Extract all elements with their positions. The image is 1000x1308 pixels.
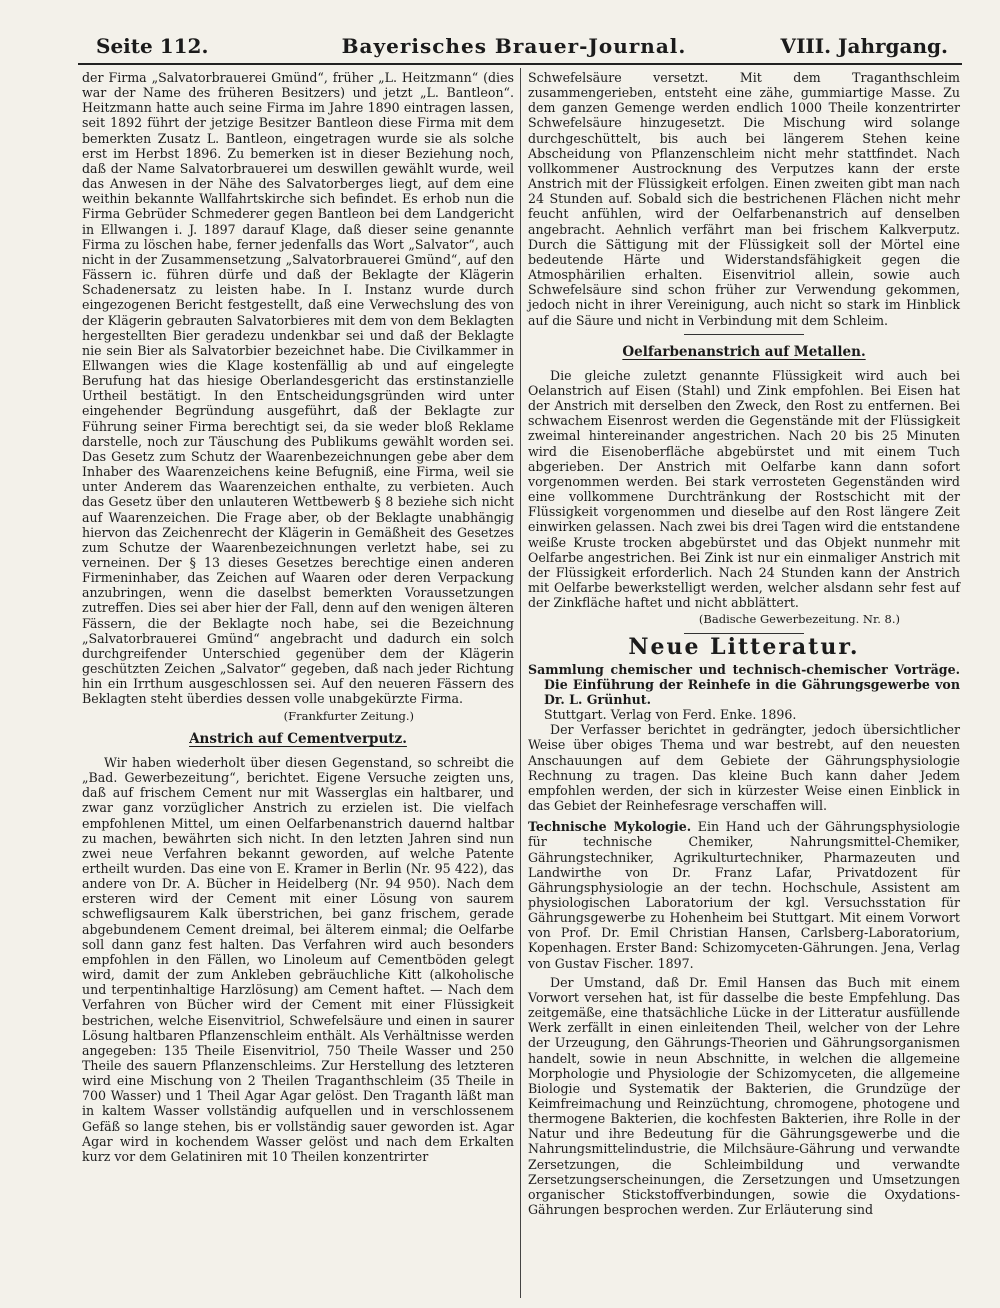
article-cement-text: Wir haben wiederholt über diesen Gegenstand, so schreibt die „Bad. Gewerbezeitung“, berichtet. Eigene Versuche zeigten uns, daß auf frischem Cement nur mit Wasserglas ein haltbarer, und zwar ganz vorzüglicher Anstrich zu erzielen ist. Die vielfach empfohlenen Mittel, um einen Oelfarbenanstrich dauernd haltbar zu machen, bewährten sich nicht. In den letzten Jahren sind nun zwei neue Verfahren bekannt geworden, auf welche Patente ertheilt wurden. Das eine von E. Kramer in Berlin (Nr. 95 422), das andere von Dr. A. Bücher in Heidelberg (Nr. 94 950). Nach dem ersteren wird der Cement mit einer Lösung von saurem schwefligsaurem Kalk überstrichen, bei ganz frischem, gerade abgebundenem Cement dreimal, bei älterem einmal; die Oelfarbe soll dann ganz fest halten. Das Verfahren wird auch besonders empfohlen in den Fällen, wo Linoleum auf Cementböden gelegt wird, damit der zum Ankleben gebräuchliche Kitt (alkoholische und terpentinhaltige Harzlösung) am Cement haftet. — Nach dem Verfahren von Bücher wird der Cement mit einer Flüssigkeit bestrichen, welche Eisenvitriol, Schwefelsäure und einen in saurer Lösung haltbaren Pflanzenschleim enthält. Als Verhältnisse werden angegeben: 135 Theile Eisenvitriol, 750 Theile Wasser und 250 Theile des sauern Pflanzenschleims. Zur Herstellung des letzteren wird eine Mischung von 2 Theilen Traganthschleim (35 Theile in 700 Wasser) und 1 Theil Agar Agar gelöst. Den Traganth läßt man in kaltem Wasser vollständig aufquellen und in verschlossenem Gefäß so lange stehen, bis er vollständig sauer geworden ist. Agar Agar wird in kochendem Wasser gelöst und nach dem Erkalten kurz vor dem Gelatiniren mit 10 Theilen konzentrirter (82, 754, 514, 1164)
article-metal-text: Die gleiche zuletzt genannte Flüssigkeit wird auch bei Oelanstrich auf Eisen (Stahl) und Zink empfohlen. Bei Eisen hat der Anstrich mit derselben den Zweck, den Rost zu entfernen. Bei schwachem Eisenrost werden die Gegenstände mit der Flüssigkeit zweimal hintereinander angestrichen. Nach 20 bis 25 Minuten wird die Eisenoberfläche abgebürstet und mit einem Tuch abgerieben. Der Anstrich mit Oelfarbe kann dann sofort vorgenommen werden. Bei stark verrosteten Gegenständen wird eine vollkommene Durchtränkung der Rostschicht mit der Flüssigkeit vorgenommen und dieselbe auf den Rost längere Zeit einwirken gelassen. Nach zwei bis drei Tagen wird die entstandene weiße Kruste trocken abgebürstet und das Objekt nunmehr mit Oelfarbe angestrichen. Bei Zink ist nur ein einmaliger Anstrich mit der Flüssigkeit erforderlich. Nach 24 Stunden kann der Anstrich mit Oelfarbe bewerkstelligt werden, welcher alsdann sehr fest auf der Zinkfläche haftet und nicht abblättert. (528, 367, 960, 611)
literature-section-title: Neue Litteratur. (628, 634, 860, 661)
section-separator (684, 334, 804, 335)
column-divider (520, 68, 521, 1298)
article-metal-source: (Badische Gewerbezeitung. Nr. 8.) (698, 612, 900, 627)
page-number: Seite 112. (96, 34, 209, 58)
header-rule (78, 63, 962, 65)
article-salvator-source: (Frankfurter Zeitung.) (283, 708, 414, 723)
journal-title: Bayerisches Brauer-Journal. (341, 34, 687, 58)
book2-review: Der Umstand, daß Dr. Emil Hansen das Buch mit einem Vorwort versehen hat, ist für dasselbe die beste Empfehlung. Das zeitgemäße, eine thatsächliche Lücke in der Litteratur ausfüllende Werk zerfällt in einen einleitenden Theil, welcher von der Lehre der Urzeugung, den Gährungs-Theorien und Gährungsorganismen handelt, sowie in neun Abschnitte, in welchen die allgemeine Morphologie und Physiologie der Schizomyceten, die allgemeine Biologie und Systematik der Bakterien, die Grundzüge der Keimfreimachung und Reinzüchtung, chromogene, photogene und thermogene Bakterien, die kochfesten Bakterien, ihre Rolle in der Natur und ihre Bedeutung für die Gährungsgewerbe und die Nahrungsmittelindustrie, die Milchsäure-Gährung und verwandte Zersetzungen, die Schleimbildung und verwandte Zersetzungserscheinungen, die Zersetzungen und Umsetzungen organischer Stickstoffverbindungen, sowie die Oxydations-Gährungen besprochen werden. Zur Erläuterung sind (528, 974, 960, 1218)
book2-description: Ein Hand uch der Gährungsphysiologie für technische Chemiker, Nahrungsmittel-Chemiker, Gährungstechniker, Agrikulturtechniker, Pharmazeuten und Landwirthe von Dr. Franz Lafar, Privatdozent für Gährungsphysiologie an der techn. Hochschule, Assistent am physiologischen Laboratorium der kgl. Versuchsstation für Gährungsgewerbe zu Hohenheim bei Stuttgart. Mit einem Vorwort von Prof. Dr. Emil Christian Hansen, Carlsberg-Laboratorium, Kopenhagen. Erster Band: Schizomyceten-Gährungen. Jena, Verlag von Gustav Fischer. 1897. (528, 819, 960, 971)
article-metal-title: Oelfarbenanstrich auf Metallen. (622, 343, 866, 360)
left-column (82, 70, 514, 1164)
article-cement-title: Anstrich auf Cementverputz. (189, 730, 407, 747)
article-salvator-text: der Firma „Salvatorbrauerei Gmünd“, früher „L. Heitzmann“ (dies war der Name des früheren Besitzers) und jetzt „L. Bantleon“. Heitzmann hatte auch seine Firma im Jahre 1890 eintragen lassen, seit 1892 führt der jetzige Besitzer Bantleon diese Firma mit dem bemerkten Zusatz L. Bantleon, eingetragen wurde sie als solche erst im Herbst 1896. Zu bemerken ist in dieser Beziehung noch, daß der Name Salvatorbrauerei um deswillen gewählt wurde, weil das Anwesen in der Nähe des Salvatorberges liegt, auf dem eine weithin bekannte Wallfahrtskirche sich befindet. Es erhob nun die Firma Gebrüder Schmederer gegen Bantleon bei dem Landgericht in Ellwangen i. J. 1897 darauf Klage, daß dieser seine genannte Firma zu löschen habe, ferner jedenfalls das Wort „Salvator“, auch nicht in der Zusammensetzung „Salvatorbrauerei Gmünd“, auf den Fässern ic. führen dürfe und daß der Beklagte der Klägerin Schadenersatz zu leisten habe. In I. Instanz wurde durch eingezogenen Bericht festgestellt, daß eine Verwechslung des von der Klägerin gebrauten Salvatorbieres mit dem von dem Beklagten hergestellten Bier geradezu undenkbar sei und daß der Beklagte nie sein Bier als Salvatorbier bezeichnet habe. Die Civilkammer in Ellwangen wies die Klage kostenfällig ab und auf eingelegte Berufung hat das hiesige Oberlandesgericht das erstinstanzielle Urtheil bestätigt. In den Entscheidungsgründen wird unter eingehender Begründung ausgeführt, daß der Beklagte zur Führung seiner Firma berechtigt sei, da sie weder bloß Reklame darstelle, noch zur Täuschung des Publikums gewählt worden sei. Das Gesetz zum Schutz der Waarenbezeichnungen gebe aber dem Inhaber des Waarenzeichens keine Befugniß, eine Firma, weil sie unter Anderem das Waarenzeichen enthalte, zu verbieten. Auch das Gesetz über den unlauteren Wettbewerb § 8 beziehe sich nicht auf Waarenzeichen. Die Frage aber, ob der Beklagte unabhängig hiervon das Zeichenrecht der Klägerin in Gemäßheit des Gesetzes zum Schutze der Waarenbezeichnungen verletzt habe, sei zu verneinen. Der § 13 dieses Gesetzes berechtige einen anderen Firmeninhaber, das Zeichen auf Waaren oder deren Verpackung anzubringen, wenn die daselbst bemerkten Voraussetzungen zutreffen. Dies sei aber hier der Fall, denn auf den wenigen älteren Fässern, die der Beklagte noch habe, sei die Bezeichnung „Salvatorbrauerei Gmünd“ angebracht und dadurch ein solch durchgreifender Unterschied gegenüber dem der Klägerin geschützten Zeichen „Salvator“ gegeben, daß nach jeder Richtung hin ein Irrthum ausgeschlossen sei. Auf den neueren Fässern des Beklagten steht überdies dessen volle unabgekürzte Firma. (82, 70, 514, 707)
book1-publisher: Stuttgart. Verlag von Ferd. Enke. 1896. (544, 707, 797, 723)
right-column (528, 70, 960, 1217)
page-header (78, 30, 950, 60)
article-cement-continued: Schwefelsäure versetzt. Mit dem Traganthschleim zusammengerieben, entsteht eine zähe, gummiartige Masse. Zu dem ganzen Gemenge werden endlich 1000 Theile konzentrirter Schwefelsäure hinzugesetzt. Die Mischung wird solange durchgeschüttelt, bis auch bei längerem Stehen keine Abscheidung von Pflanzenschleim nicht mehr stattfindet. Nach vollkommener Austrocknung des Verputzes kann der erste Anstrich mit der Flüssigkeit erfolgen. Einen zweiten gibt man nach 24 Stunden auf. Sobald sich die bestrichenen Flächen nicht mehr feucht anfühlen, wird der Oelfarbenanstrich auf denselben angebracht. Aehnlich verfährt man bei frischem Kalkverputz. Durch die Sättigung mit der Flüssigkeit soll der Mörtel eine bedeutende Härte und Widerstandsfähigkeit gegen die Atmosphärilien erhalten. Eisenvitriol allein, sowie auch Schwefelsäure sind schon früher zur Verwendung gekommen, jedoch nicht in ihrer Vereinigung, auch nicht so stark im Hinblick auf die Säure und nicht in Verbindung mit dem Schleim. (528, 70, 960, 328)
book2-title: Technische Mykologie. (528, 819, 692, 835)
book1-review: Der Verfasser berichtet in gedrängter, jedoch übersichtlicher Weise über obiges Thema und war bestrebt, auf den neuesten Anschauungen auf dem Gebiete der Gährungsphysiologie Rechnung zu tragen. Das kleine Buch kann daher Jedem empfohlen werden, der sich in kürzester Weise einen Einblick in das Gebiet der Reinhefesrage verschaffen will. (528, 722, 960, 814)
volume-label: VIII. Jahrgang. (780, 34, 948, 58)
book1-title: Sammlung chemischer und technisch-chemischer Vorträge. Die Einführung der Reinhefe in die Gährungsgewerbe von Dr. L. Grünhut. (528, 661, 960, 707)
